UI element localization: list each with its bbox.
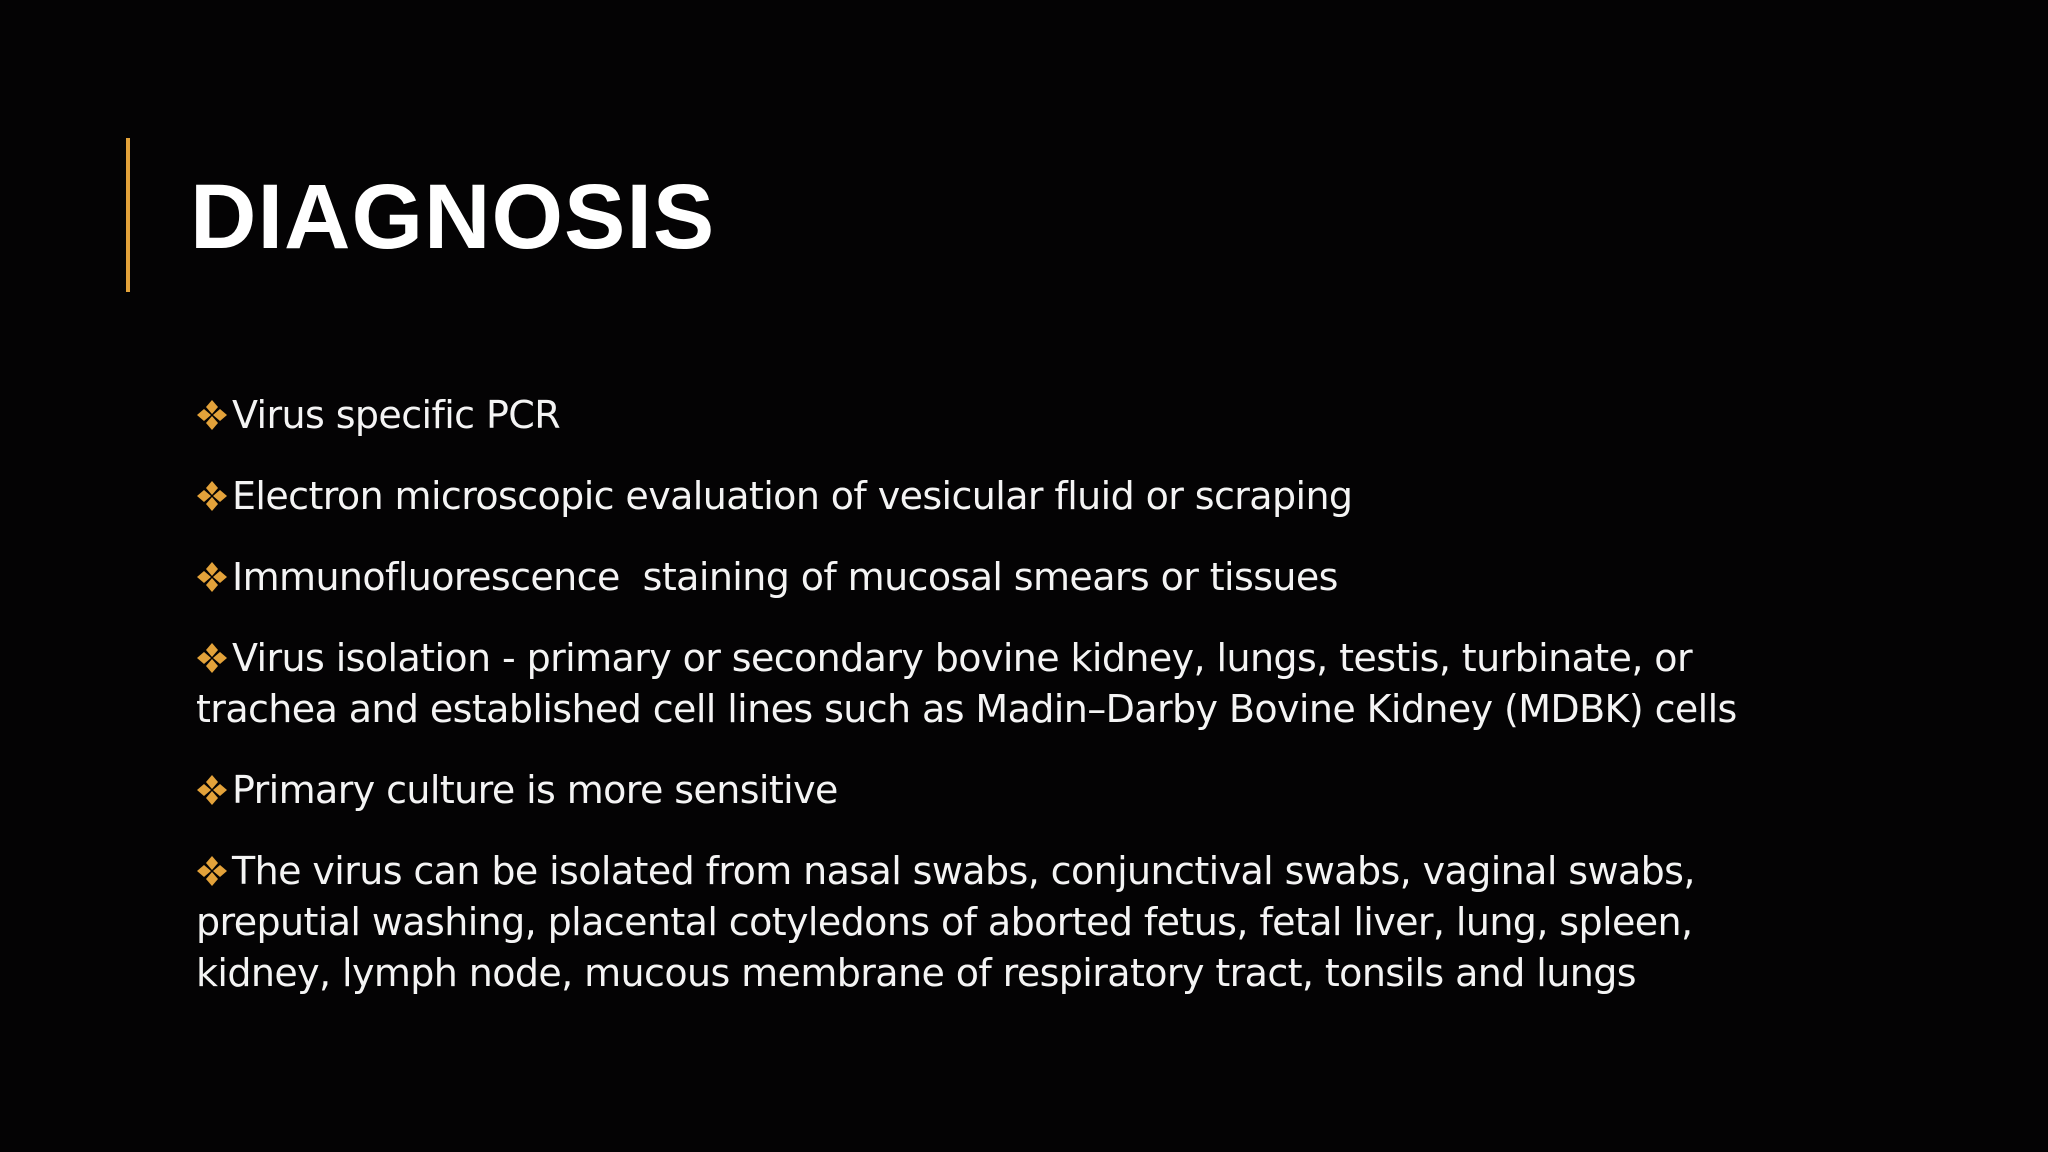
slide-title: DIAGNOSIS — [190, 166, 716, 268]
four-diamond-icon — [196, 642, 228, 674]
title-accent-bar — [126, 138, 130, 292]
bullet-text: Virus specific PCR — [232, 393, 561, 437]
four-diamond-icon — [196, 855, 228, 887]
bullet-list — [182, 390, 1822, 1029]
bullet-item — [182, 552, 1822, 603]
four-diamond-icon — [196, 774, 228, 806]
bullet-item — [182, 390, 1822, 441]
bullet-text: Immunofluorescence staining of mucosal smears or tissues — [232, 555, 1338, 599]
bullet-text: The virus can be isolated from nasal swabs, conjunctival swabs, vaginal swabs, preputial washing, placental cotyledons of aborted fetus, fetal liver, lung, spleen, kidney, lymph node, mucous membrane of respiratory tract, tonsils and lungs — [196, 849, 1695, 995]
bullet-item — [182, 471, 1822, 522]
bullet-text: Virus isolation - primary or secondary bovine kidney, lungs, testis, turbinate, or trachea and established cell lines such as Madin–Darby Bovine Kidney (MDBK) cells — [196, 636, 1737, 731]
bullet-item — [182, 765, 1822, 816]
bullet-text: Primary culture is more sensitive — [232, 768, 838, 812]
bullet-text: Electron microscopic evaluation of vesicular fluid or scraping — [232, 474, 1353, 518]
bullet-item — [182, 846, 1822, 999]
bullet-item — [182, 633, 1822, 735]
four-diamond-icon — [196, 399, 228, 431]
four-diamond-icon — [196, 480, 228, 512]
four-diamond-icon — [196, 561, 228, 593]
